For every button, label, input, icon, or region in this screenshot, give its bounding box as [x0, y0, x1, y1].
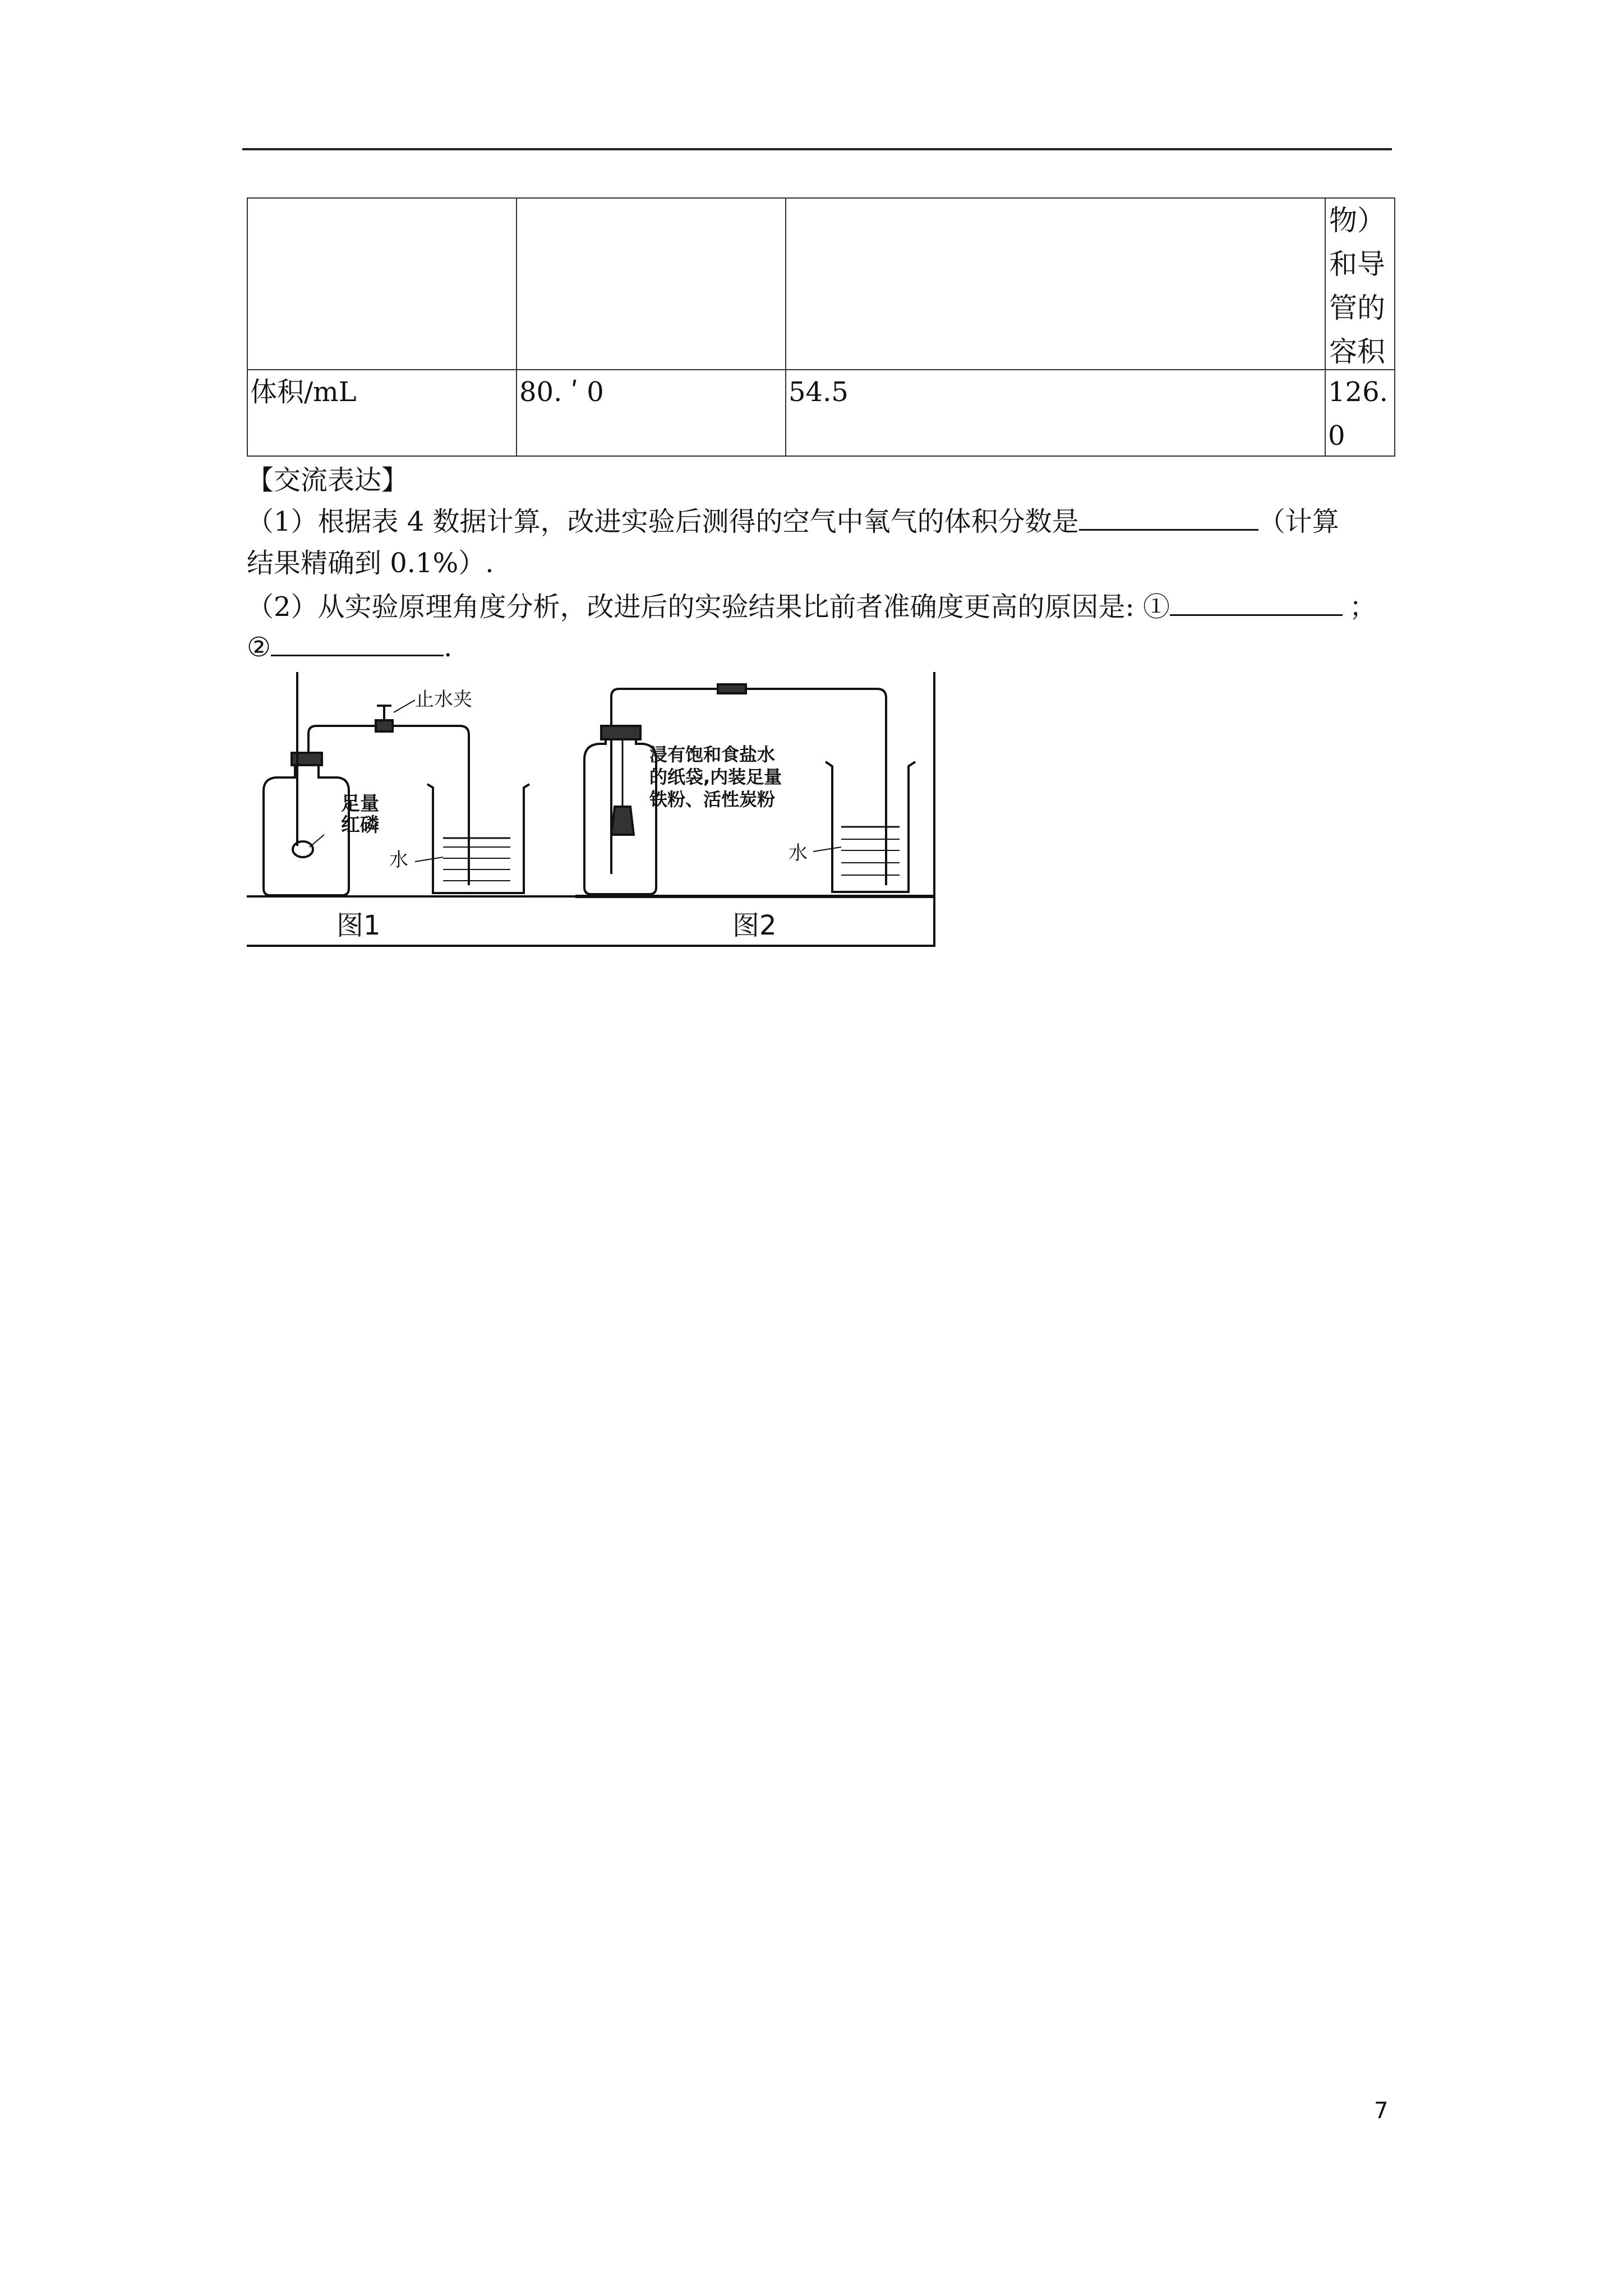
fig1-phosphorus-label-1: 足量 — [341, 793, 379, 815]
question-1-tail: （计算 — [1258, 506, 1339, 537]
table-cell — [785, 369, 1326, 457]
value-col2: 54.5 — [789, 376, 849, 408]
fig1-bottle — [264, 762, 349, 895]
fig2-bag-label-2: 的纸袋,内装足量 — [649, 766, 782, 788]
circle-two-mark: ② — [247, 632, 271, 663]
question-2 — [247, 589, 1376, 625]
table-cell — [247, 369, 517, 457]
value-col1: 80. ʹ 0 — [519, 376, 604, 408]
header-tail-2: 和导 — [1329, 248, 1385, 280]
apparatus-figure — [247, 672, 935, 947]
question-1 — [247, 504, 1339, 540]
table-cell — [247, 197, 517, 370]
fig2-stopper — [601, 726, 640, 739]
table-cell — [516, 369, 786, 457]
fig1-water-label: 水 — [389, 849, 408, 871]
table-cell — [516, 197, 786, 370]
apparatus-svg — [247, 672, 935, 947]
table-cell — [1325, 197, 1395, 370]
table-cell — [1325, 369, 1395, 457]
question-1-cont: 结果精确到 0.1%）. — [247, 547, 494, 579]
table-cell — [785, 197, 1326, 370]
fig1-clamp-label: 止水夹 — [415, 688, 472, 711]
question-1-text: （1）根据表 4 数据计算，改进实验后测得的空气中氧气的体积分数是 — [247, 506, 1079, 537]
value-col3-line2: 0 — [1328, 420, 1345, 452]
fig2-caption: 图2 — [732, 910, 777, 941]
header-rule — [242, 148, 1392, 150]
page-number: 7 — [1374, 2098, 1389, 2124]
question-2-text: （2）从实验原理角度分析，改进后的实验结果比前者准确度更高的原因是: ① — [247, 591, 1170, 623]
fig2-bag-label-3: 铁粉、活性炭粉 — [649, 789, 776, 810]
fig2-water-label: 水 — [789, 842, 808, 864]
fig2-bag — [611, 807, 634, 835]
answer-blank-1[interactable] — [1079, 504, 1258, 531]
header-tail-4: 容积 — [1329, 335, 1385, 368]
fig1-caption: 图1 — [336, 910, 381, 941]
fig2-bag-label-1: 浸有饱和食盐水 — [649, 744, 776, 765]
fig1-spoon — [293, 841, 313, 857]
header-tail-1: 物） — [1329, 204, 1385, 237]
fig1-clamp — [376, 720, 393, 731]
question-2-period: . — [444, 632, 453, 663]
section-title: 【交流表达】 — [247, 464, 409, 496]
data-table — [247, 197, 1395, 457]
row-label: 体积/mL — [250, 376, 357, 408]
header-tail-3: 管的 — [1329, 292, 1385, 324]
fig1-phosphorus-label-2: 红磷 — [341, 814, 379, 836]
question-2-cont — [247, 629, 452, 665]
question-2-semicolon: ； — [1349, 591, 1376, 623]
value-col3-line1: 126. — [1328, 376, 1388, 408]
answer-blank-2a[interactable] — [1170, 590, 1343, 616]
answer-blank-2b[interactable] — [271, 630, 444, 656]
